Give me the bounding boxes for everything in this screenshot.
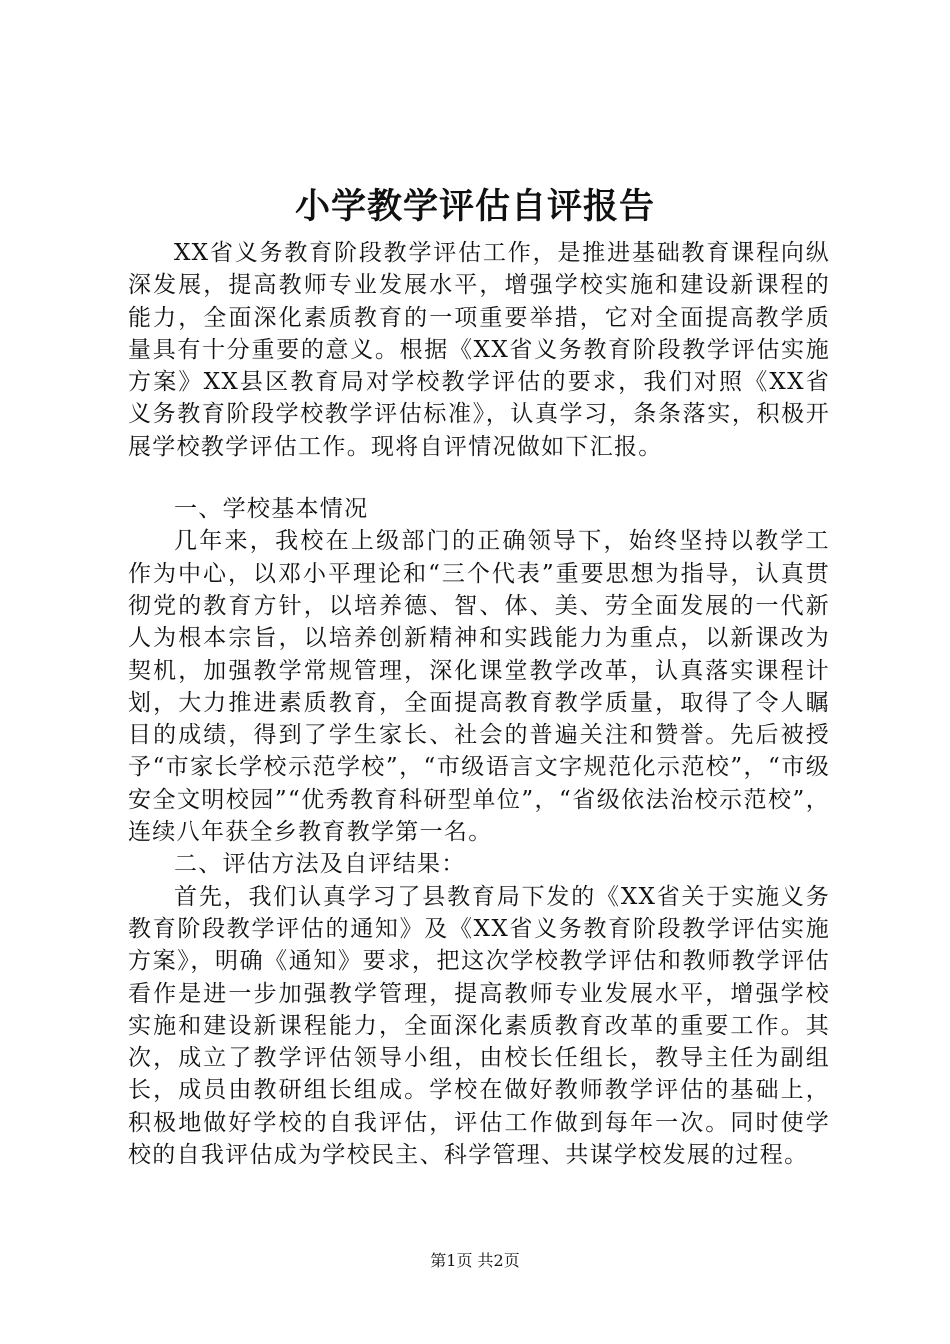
section-heading-1: 一、学校基本情况 [174, 496, 369, 523]
paragraph-spacer [128, 463, 830, 493]
document-title: 小学教学评估自评报告 [294, 186, 655, 227]
document-body [128, 237, 830, 1171]
section-heading-2: 二、评估方法及自评结果： [174, 851, 466, 878]
section-paragraph-1: 几年来，我校在上级部门的正确领导下，始终坚持以教学工作为中心，以邓小平理论和“三个代表”重要思想为指导，认真贯彻党的教育方针，以培养德、智、体、美、劳全面发展的一代新人为根本宗旨，以培养创新精神和实践能力为重点，以新课改为契机，加强教学常规管理，深化课堂教学改革，认真落实课程计划，大力推进素质教育，全面提高教育教学质量，取得了令人瞩目的成绩，得到了学生家长、社会的普遍关注和赞誉。先后被授予“市家长学校示范学校”，“市级语言文字规范化示范校”，“市级安全文明校园”“优秀教育科研型单位”，“省级依法治校示范校”，连续八年获全乡教育教学第一名。 [128, 528, 830, 846]
section-paragraph-2: 首先，我们认真学习了县教育局下发的《XX省关于实施义务教育阶段教学评估的通知》及《XX省义务教育阶段教学评估实施方案》，明确《通知》要求，把这次学校教学评估和教师教学评估看作是进一步加强教学管理，提高教师专业发展水平，增强学校实施和建设新课程能力，全面深化素质教育改革的重要工作。其次，成立了教学评估领导小组，由校长任组长，教导主任为副组长，成员由教研组长组成。学校在做好教师教学评估的基础上，积极地做好学校的自我评估，评估工作做到每年一次。同时使学校的自我评估成为学校民主、科学管理、共谋学校发展的过程。 [128, 883, 830, 1169]
page-footer: 第1页 共2页 [430, 1251, 520, 1270]
intro-paragraph: XX省义务教育阶段教学评估工作，是推进基础教育课程向纵深发展，提高教师专业发展水平，增强学校实施和建设新课程的能力，全面深化素质教育的一项重要举措，它对全面提高教学质量具有十分重要的意义。根据《XX省义务教育阶段教学评估实施方案》XX县区教育局对学校教学评估的要求，我们对照《XX省义务教育阶段学校教学评估标准》，认真学习，条条落实，积极开展学校教学评估工作。现将自评情况做如下汇报。 [128, 240, 830, 460]
